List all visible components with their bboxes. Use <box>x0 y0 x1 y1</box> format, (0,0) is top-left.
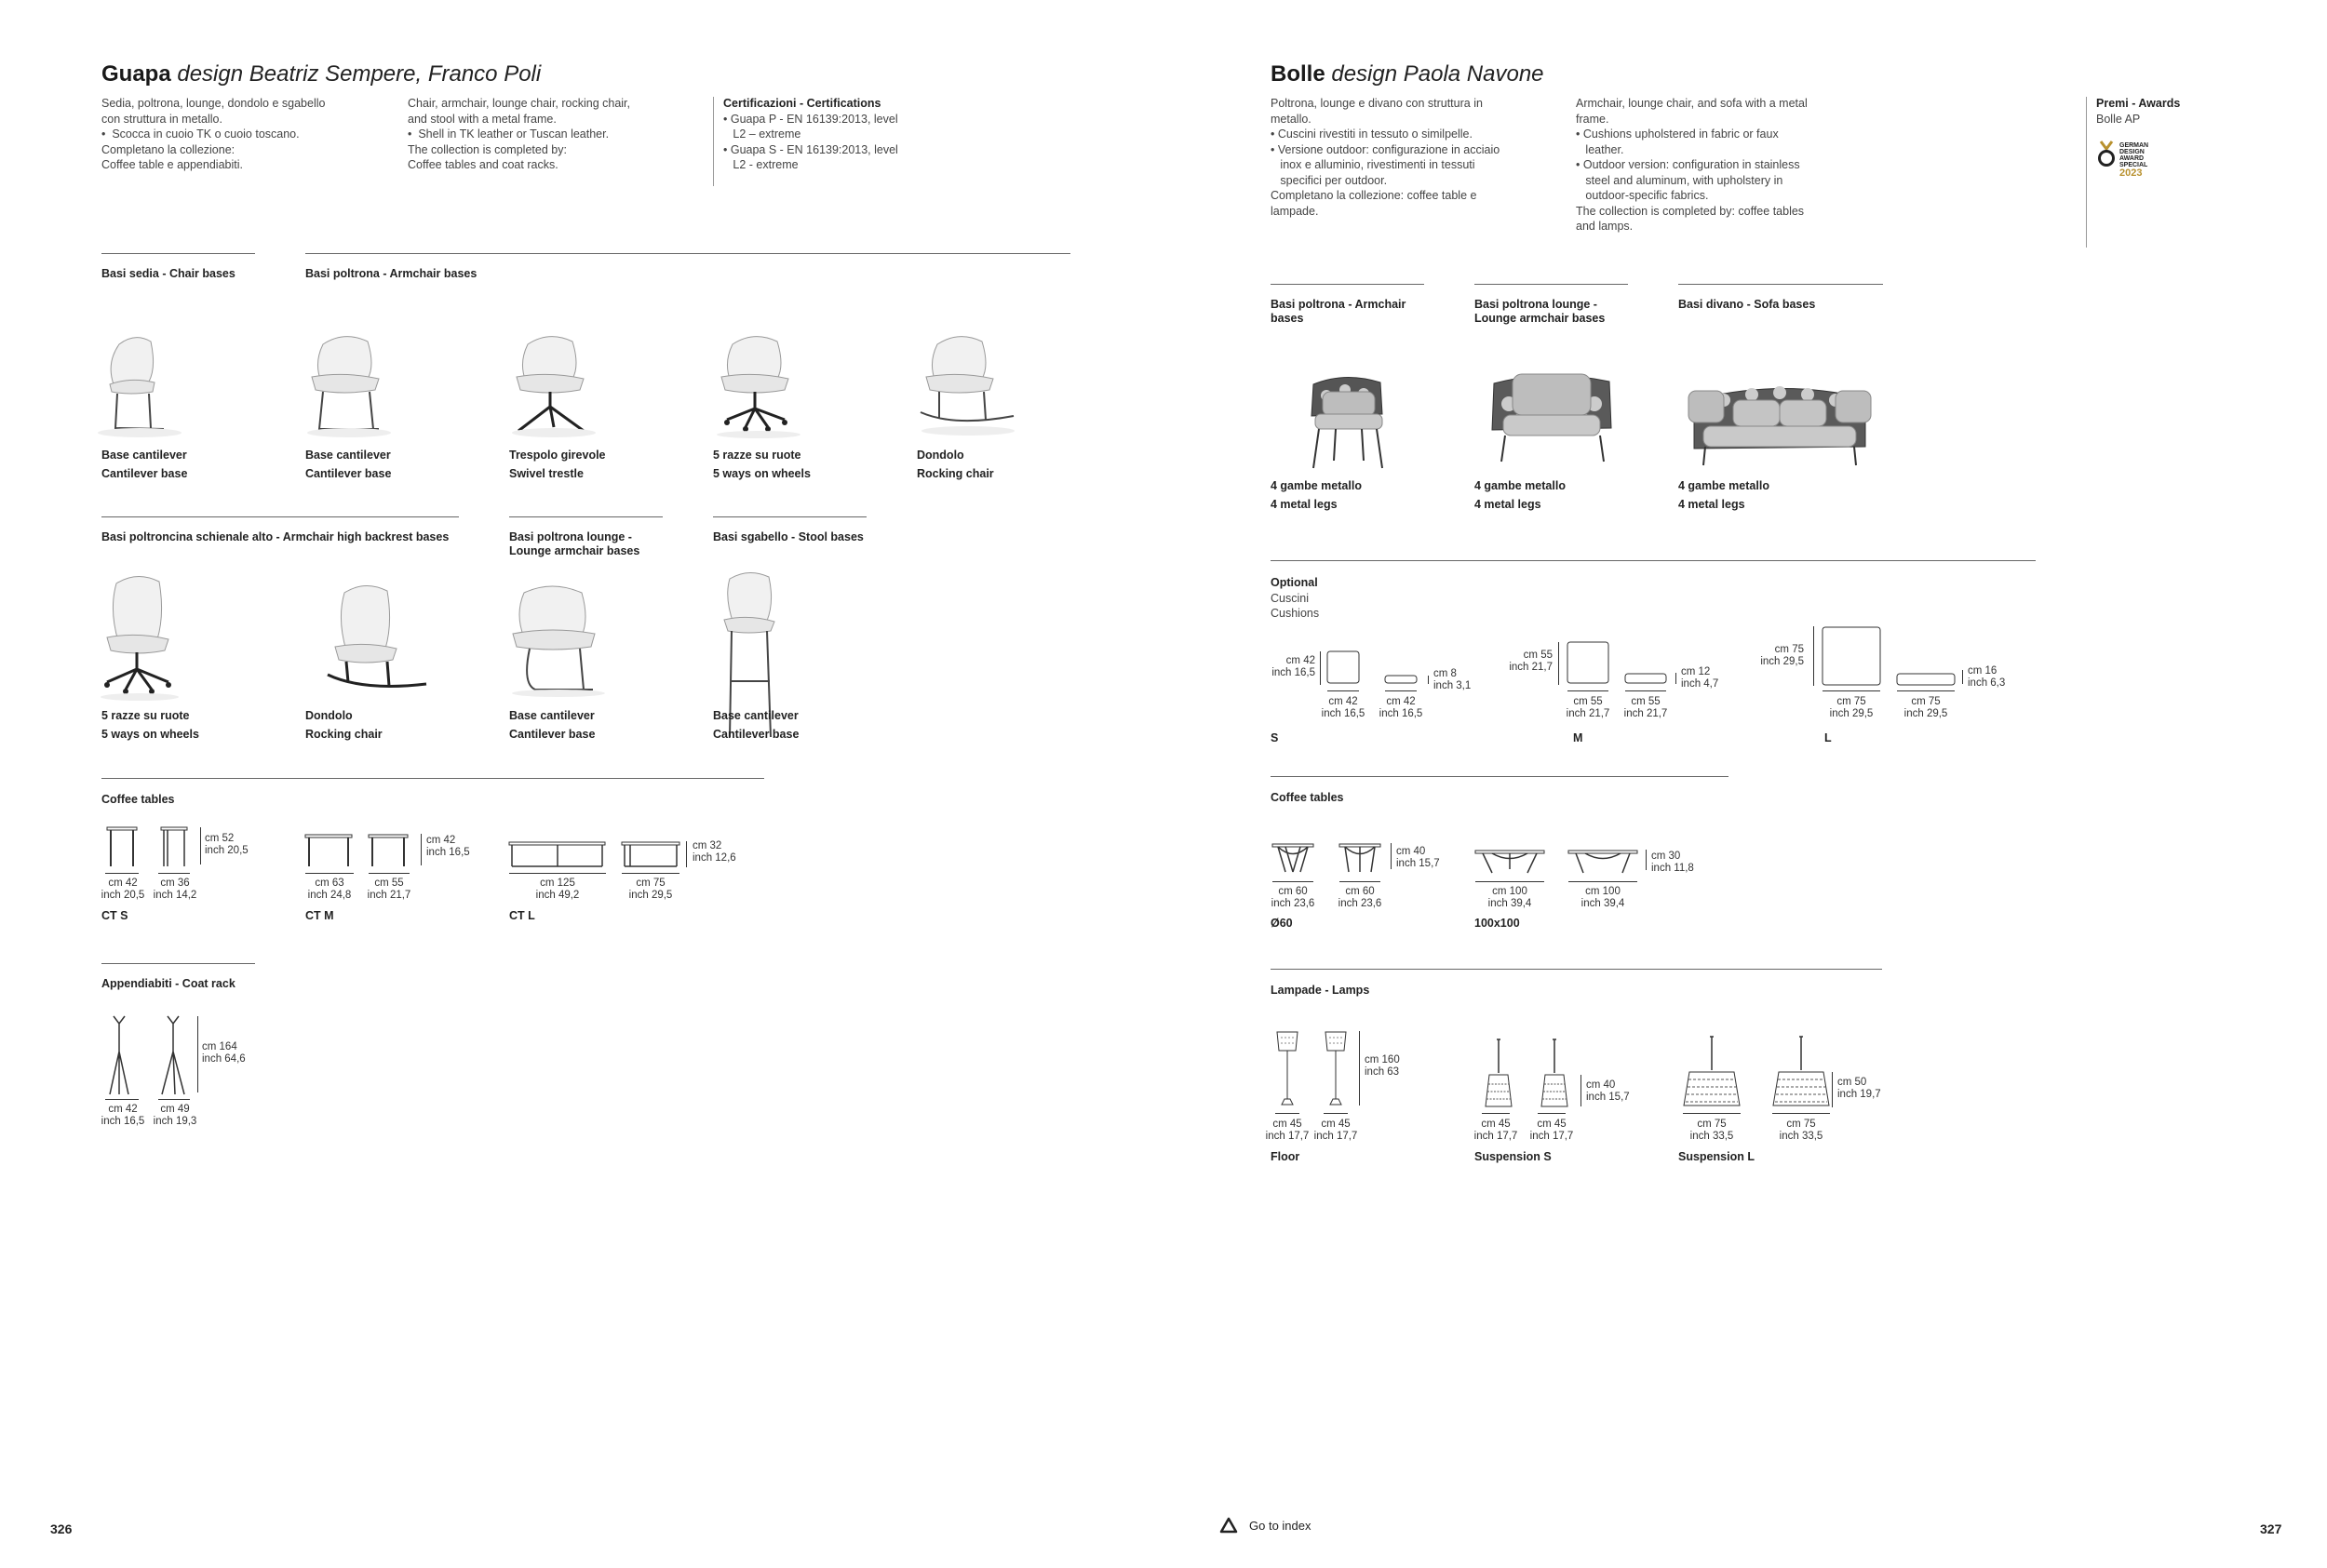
caption-bolle-armchair: 4 gambe metallo 4 metal legs <box>1271 479 1362 511</box>
ct-100-width: cm 100 inch 39,4 <box>1487 886 1532 909</box>
coat-rack-width: cm 42 inch 16,5 <box>101 1104 145 1127</box>
cushion-l-width: cm 75 inch 29,5 <box>1829 696 1874 719</box>
divider <box>1271 284 1424 285</box>
floor-lamp-width: cm 45 inch 17,7 <box>1265 1119 1310 1142</box>
section-highback-bases: Basi poltroncina schienale alto - Armchair high backrest bases <box>101 530 450 543</box>
caption-armchair-rocking: Dondolo Rocking chair <box>917 449 994 480</box>
cushion-l-drawing <box>1821 625 1970 690</box>
section-armchair-bases: Basi poltrona - Armchair bases <box>305 267 478 280</box>
page-number-left: 326 <box>50 1521 73 1536</box>
section-lamps: Lampade - Lamps <box>1271 984 1370 997</box>
section-chair-bases: Basi sedia - Chair bases <box>101 267 235 280</box>
ct-l-depth: cm 75 inch 29,5 <box>628 878 673 901</box>
page-number-right: 327 <box>2260 1521 2282 1536</box>
divider <box>305 253 1070 254</box>
coat-rack-drawing <box>102 1014 195 1098</box>
armchair-cantilever-image <box>303 330 424 442</box>
coat-rack-height: cm 164 inch 64,6 <box>202 1041 246 1065</box>
cushion-s-depth: cm 42 inch 16,5 <box>1379 696 1423 719</box>
divider <box>1678 284 1883 285</box>
bolle-name: Bolle <box>1271 61 1325 87</box>
guapa-designer: design Beatriz Sempere, Franco Poli <box>177 61 542 87</box>
caption-armchair-wheels: 5 razze su ruote 5 ways on wheels <box>713 449 811 480</box>
caption-stool-cantilever: Base cantilever Cantilever base <box>713 709 800 741</box>
section-stool-bases: Basi sgabello - Stool bases <box>713 530 864 543</box>
divider <box>1271 776 1728 777</box>
divider <box>101 963 255 964</box>
bolle-sofa-image <box>1687 372 1873 475</box>
cushion-m-height: cm 55 inch 21,7 <box>1509 650 1553 673</box>
ct-l-drawing <box>509 840 695 870</box>
ct-s-width: cm 42 inch 20,5 <box>101 878 145 901</box>
bolle-armchair-image <box>1298 368 1410 475</box>
suspension-s-label: Suspension S <box>1474 1150 1552 1163</box>
caption-bolle-lounge: 4 gambe metallo 4 metal legs <box>1474 479 1566 511</box>
floor-lamp-depth: cm 45 inch 17,7 <box>1313 1119 1358 1142</box>
triangle-logo-icon <box>1219 1517 1238 1534</box>
suspension-s-drawing <box>1480 1038 1582 1112</box>
section-bolle-armchair: Basi poltrona - Armchair bases <box>1271 298 1406 325</box>
caption-armchair-swivel: Trespolo girevole Swivel trestle <box>509 449 606 480</box>
go-to-index-link[interactable] <box>1219 1517 1311 1534</box>
suspension-l-label: Suspension L <box>1678 1150 1755 1163</box>
suspension-l-drawing <box>1680 1035 1838 1109</box>
cushion-s-width: cm 42 inch 16,5 <box>1321 696 1365 719</box>
guapa-desc-en: Chair, armchair, lounge chair, rocking chair, and stool with a metal frame. • Shell in TK leather or Tuscan leather. The collection is completed by: Coffee tables and coat racks. <box>408 97 631 171</box>
highback-rocking-image <box>326 582 447 703</box>
highback-wheels-image <box>98 572 219 703</box>
ct-l-width: cm 125 inch 49,2 <box>535 878 580 901</box>
caption-highback-rocking: Dondolo Rocking chair <box>305 709 383 741</box>
ct-m-label: CT M <box>305 909 334 922</box>
ct-m-depth: cm 55 inch 21,7 <box>367 878 411 901</box>
suspension-s-depth: cm 45 inch 17,7 <box>1529 1119 1574 1142</box>
optional-cushions: Optional Cuscini Cushions <box>1271 576 1320 620</box>
section-lounge-bases: Basi poltrona lounge - Lounge armchair bases <box>509 530 640 557</box>
suspension-l-height: cm 50 inch 19,7 <box>1837 1077 1881 1100</box>
divider <box>101 516 459 517</box>
divider <box>101 778 764 779</box>
ct-100-height: cm 30 inch 11,8 <box>1651 851 1694 874</box>
ct-100-label: 100x100 <box>1474 917 1520 930</box>
ct-s-label: CT S <box>101 909 128 922</box>
divider <box>2086 97 2087 248</box>
ct-m-drawing <box>305 833 417 870</box>
ct-s-drawing <box>105 825 198 872</box>
ct-s-depth: cm 36 inch 14,2 <box>153 878 197 901</box>
cushion-s-thickness: cm 8 inch 3,1 <box>1433 668 1472 691</box>
bolle-desc-en: Armchair, lounge chair, and sofa with a metal frame. • Cushions upholstered in fabric or faux leather. • Outdoor version: configuration in stainless steel and aluminum, with upholstery in outdoor-specific fabrics. The collection is completed by: coffee tables and lamps. <box>1576 97 1808 233</box>
cushion-l-height: cm 75 inch 29,5 <box>1760 644 1804 667</box>
cushion-s-height: cm 42 inch 16,5 <box>1271 655 1315 678</box>
bolle-lounge-image <box>1485 363 1624 475</box>
ct-100-depth: cm 100 inch 39,4 <box>1580 886 1625 909</box>
ct-l-height: cm 32 inch 12,6 <box>693 840 736 864</box>
divider <box>509 516 663 517</box>
armchair-wheels-image <box>712 330 833 442</box>
bolle-desc-it: Poltrona, lounge e divano con struttura in metallo. • Cuscini rivestiti in tessuto o similpelle. • Versione outdoor: configurazione in acciaio inox e alluminio, rivestimenti in tessuti specifici per outdoor. Completano la collezione: coffee table e lampade. <box>1271 97 1500 218</box>
section-bolle-coffee-tables: Coffee tables <box>1271 791 1344 804</box>
suspension-s-height: cm 40 inch 15,7 <box>1586 1079 1630 1103</box>
cushion-m-thickness: cm 12 inch 4,7 <box>1681 666 1719 690</box>
ct-l-label: CT L <box>509 909 535 922</box>
caption-chair-cantilever: Base cantilever Cantilever base <box>101 449 188 480</box>
cushion-l-thickness: cm 16 inch 6,3 <box>1968 665 2006 689</box>
caption-bolle-sofa: 4 gambe metallo 4 metal legs <box>1678 479 1769 511</box>
chair-cantilever-image <box>93 330 214 442</box>
section-bolle-sofa: Basi divano - Sofa bases <box>1678 298 1816 311</box>
floor-lamp-label: Floor <box>1271 1150 1300 1163</box>
ct-100-drawing <box>1473 849 1660 877</box>
section-coat-rack: Appendiabiti - Coat rack <box>101 977 235 990</box>
cushion-m-width: cm 55 inch 21,7 <box>1566 696 1610 719</box>
coat-rack-depth: cm 49 inch 19,3 <box>153 1104 197 1127</box>
suspension-s-width: cm 45 inch 17,7 <box>1473 1119 1518 1142</box>
cushion-s-label: S <box>1271 731 1279 744</box>
ct-s-height: cm 52 inch 20,5 <box>205 833 249 856</box>
bolle-designer: design Paola Navone <box>1331 61 1544 87</box>
ct-d60-drawing <box>1271 842 1401 879</box>
ct-d60-height: cm 40 inch 15,7 <box>1396 846 1440 869</box>
section-bolle-lounge: Basi poltrona lounge - Lounge armchair bases <box>1474 298 1606 325</box>
divider <box>101 253 255 254</box>
divider <box>1271 560 2036 561</box>
caption-lounge-cantilever: Base cantilever Cantilever base <box>509 709 596 741</box>
guapa-desc-it: Sedia, poltrona, lounge, dondolo e sgabello con struttura in metallo. • Scocca in cuoio TK o cuoio toscano. Completano la collezione: Coffee table e appendiabiti. <box>101 97 326 171</box>
award-badge-text: GERMAN DESIGN AWARD SPECIAL 2023 <box>2119 142 2149 179</box>
divider <box>1271 969 1882 970</box>
suspension-l-width: cm 75 inch 33,5 <box>1689 1119 1734 1142</box>
lounge-cantilever-image <box>507 582 628 703</box>
section-coffee-tables: Coffee tables <box>101 793 175 806</box>
suspension-l-depth: cm 75 inch 33,5 <box>1779 1119 1823 1142</box>
ct-d60-label: Ø60 <box>1271 917 1293 930</box>
armchair-swivel-image <box>507 330 628 442</box>
guapa-title <box>101 60 541 88</box>
divider <box>713 97 714 186</box>
ct-d60-width: cm 60 inch 23,6 <box>1271 886 1315 909</box>
divider <box>1474 284 1628 285</box>
guapa-name: Guapa <box>101 61 171 87</box>
cushion-l-depth: cm 75 inch 29,5 <box>1903 696 1948 719</box>
ct-m-height: cm 42 inch 16,5 <box>426 835 470 858</box>
bolle-title <box>1271 60 1544 88</box>
cushion-m-label: M <box>1573 731 1583 744</box>
ct-d60-depth: cm 60 inch 23,6 <box>1338 886 1382 909</box>
go-to-index-label: Go to index <box>1249 1518 1311 1533</box>
caption-highback-wheels: 5 razze su ruote 5 ways on wheels <box>101 709 199 741</box>
divider <box>713 516 867 517</box>
guapa-certifications: Certificazioni - Certifications • Guapa P - EN 16139:2013, level L2 – extreme • Guapa S - EN 16139:2013, level L2 - extreme <box>723 97 898 171</box>
floor-lamp-height: cm 160 inch 63 <box>1365 1054 1400 1078</box>
floor-lamp-drawing <box>1273 1030 1357 1114</box>
ct-m-width: cm 63 inch 24,8 <box>307 878 352 901</box>
cushion-l-label: L <box>1824 731 1832 744</box>
german-design-award-icon <box>2097 140 2116 173</box>
caption-armchair-cantilever: Base cantilever Cantilever base <box>305 449 392 480</box>
bolle-awards: Premi - Awards Bolle AP <box>2096 97 2181 126</box>
cushion-m-depth: cm 55 inch 21,7 <box>1623 696 1668 719</box>
armchair-rocking-image <box>917 330 1047 442</box>
